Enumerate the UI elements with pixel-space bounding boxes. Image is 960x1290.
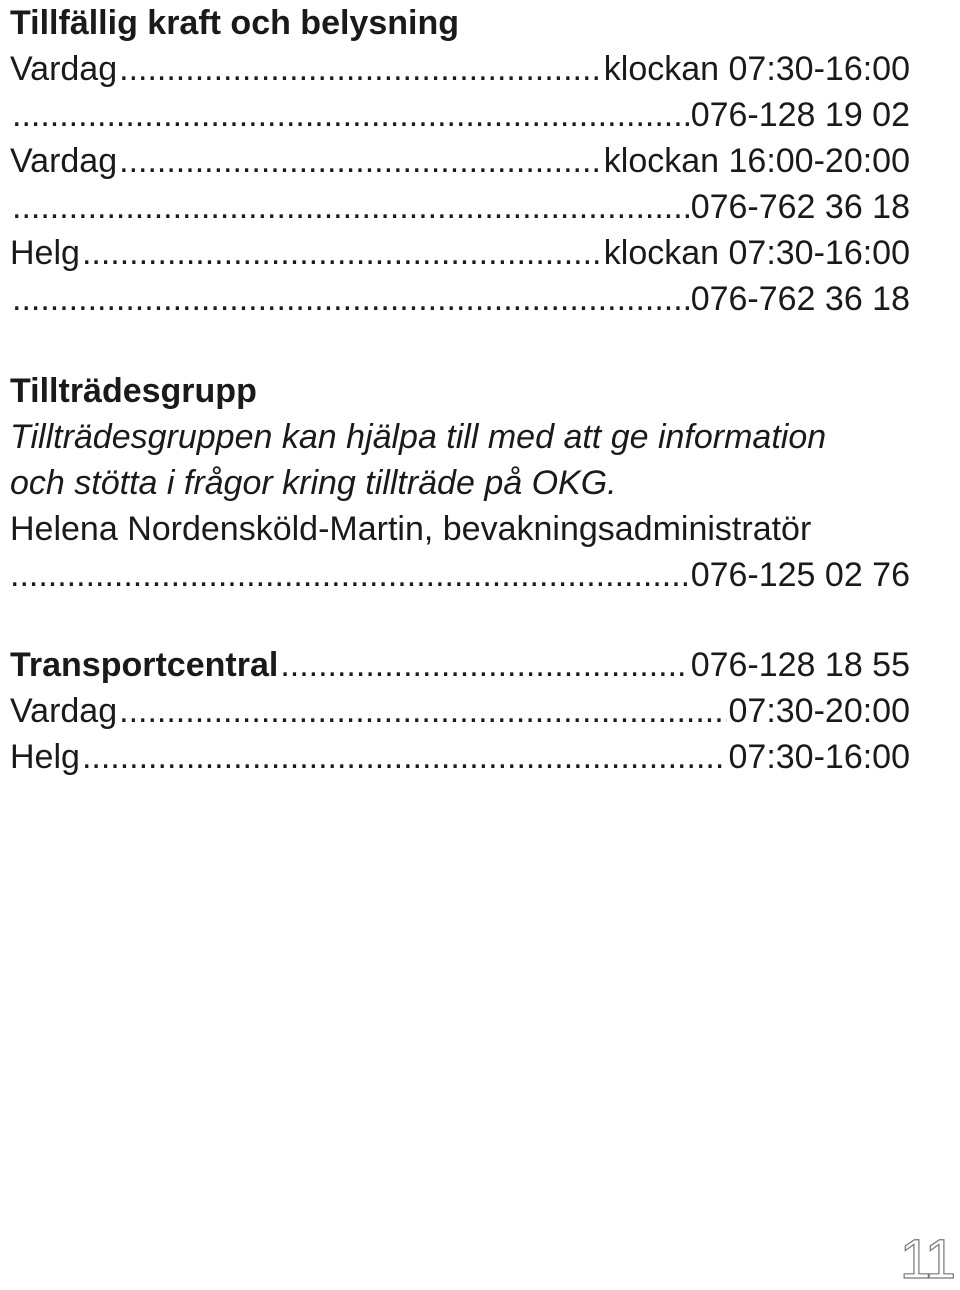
section-title-access-group: Tillträdesgrupp bbox=[10, 372, 257, 410]
dot-leader bbox=[12, 276, 689, 322]
schedule-row bbox=[10, 734, 910, 780]
contact-name: Helena Nordensköld-Martin, bevakningsadministratör bbox=[10, 510, 812, 548]
phone-row bbox=[10, 92, 910, 138]
access-group-description-line: och stötta i frågor kring tillträde på OKG. bbox=[10, 464, 617, 502]
dot-leader bbox=[119, 46, 602, 92]
dot-leader bbox=[280, 642, 688, 688]
row-label: Vardag bbox=[10, 142, 118, 180]
row-value: klockan 07:30-16:00 bbox=[603, 234, 910, 272]
phone-row bbox=[10, 276, 910, 322]
phone-number: 076-762 36 18 bbox=[690, 188, 910, 226]
schedule-row bbox=[10, 688, 910, 734]
row-value: klockan 16:00-20:00 bbox=[603, 142, 910, 180]
row-label: Vardag bbox=[10, 50, 118, 88]
dot-leader bbox=[10, 552, 689, 598]
dot-leader bbox=[82, 734, 727, 780]
document-page bbox=[10, 0, 910, 780]
row-label: Vardag bbox=[10, 692, 118, 730]
section-title-temporary-power: Tillfällig kraft och belysning bbox=[10, 4, 460, 42]
section-title-transport: Transportcentral bbox=[10, 646, 279, 684]
section-spacer bbox=[10, 322, 910, 368]
access-group-description-line: Tillträdesgruppen kan hjälpa till med att ge information bbox=[10, 418, 827, 456]
dot-leader bbox=[119, 688, 726, 734]
transport-header-row bbox=[10, 642, 910, 688]
phone-row bbox=[10, 552, 910, 598]
phone-number: 076-128 18 55 bbox=[690, 646, 910, 684]
row-value: klockan 07:30-16:00 bbox=[603, 50, 910, 88]
phone-number: 076-125 02 76 bbox=[690, 556, 910, 594]
dot-leader bbox=[12, 92, 689, 138]
dot-leader bbox=[82, 230, 602, 276]
section-spacer bbox=[10, 598, 910, 642]
row-value: 07:30-20:00 bbox=[728, 692, 910, 730]
schedule-row bbox=[10, 230, 910, 276]
dot-leader bbox=[12, 184, 689, 230]
row-value: 07:30-16:00 bbox=[728, 738, 910, 776]
dot-leader bbox=[119, 138, 602, 184]
schedule-row bbox=[10, 46, 910, 92]
row-label: Helg bbox=[10, 234, 80, 272]
page-number: 11 bbox=[899, 1227, 954, 1290]
phone-number: 076-128 19 02 bbox=[690, 96, 910, 134]
row-label: Helg bbox=[10, 738, 80, 776]
schedule-row bbox=[10, 138, 910, 184]
phone-number: 076-762 36 18 bbox=[690, 280, 910, 318]
phone-row bbox=[10, 184, 910, 230]
